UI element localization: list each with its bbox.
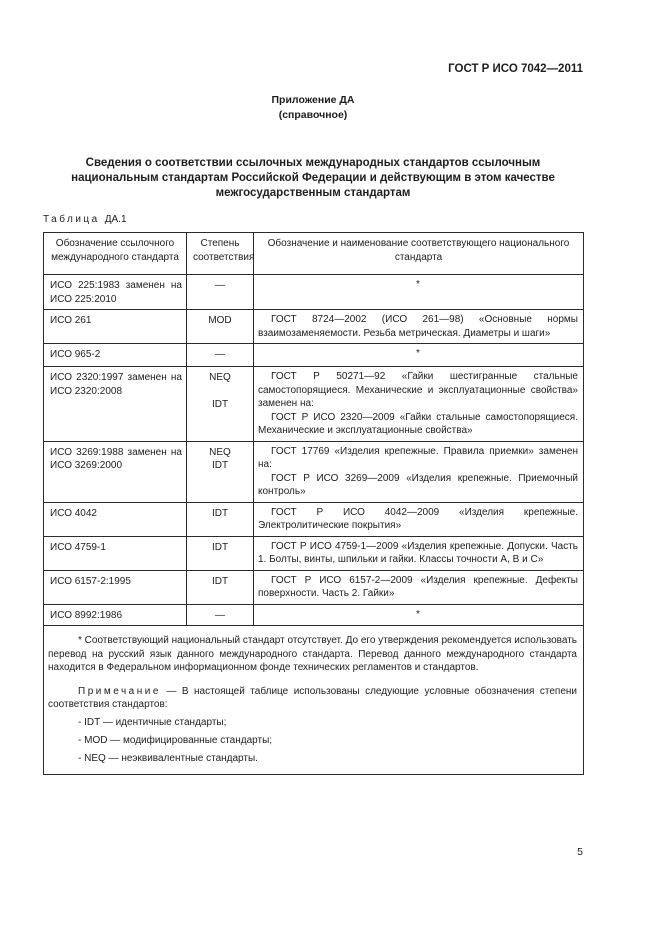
column-header-international-standard: Обозначение ссылочного международного стандарта — [44, 233, 187, 275]
cell-degree: — — [187, 275, 254, 310]
title-line: межгосударственным стандартам — [215, 187, 411, 199]
cell-degree — [187, 441, 254, 502]
table-row — [44, 570, 584, 604]
appendix-heading: Приложение ДА — [271, 94, 355, 106]
table-row — [44, 310, 584, 344]
page-number: 5 — [577, 846, 583, 858]
cell-international-standard: ИСО 2320:1997 заменен на ИСО 2320:2008 — [44, 367, 187, 442]
national-standard-paragraph: ГОСТ Р 50271—92 «Гайки шестигранные стальные самостопорящиеся. Механические и эксплуатационные свойства» заменен на: — [258, 371, 578, 409]
table-row — [44, 604, 584, 626]
title-line: Сведения о соответствии ссылочных международных стандартов ссылочным — [85, 157, 541, 169]
cell-national-standard: * — [254, 344, 584, 367]
national-standard-paragraph: ГОСТ Р ИСО 6157-2—2009 «Изделия крепежные. Дефекты поверхности. Часть 2. Гайки» — [258, 574, 578, 599]
cell-degree: — — [187, 604, 254, 626]
table-row — [44, 536, 584, 570]
table-row — [44, 441, 584, 502]
note-items — [48, 716, 577, 766]
degree-value: NEQ — [209, 446, 231, 458]
cell-degree: MOD — [187, 310, 254, 344]
cell-national-standard — [254, 502, 584, 536]
national-standard-paragraph: ГОСТ 17769 «Изделия крепежные. Правила приемки» заменен на: — [258, 445, 578, 470]
appendix-subheading: (справочное) — [278, 109, 348, 121]
degree-value: IDT — [211, 398, 229, 410]
cell-international-standard: ИСО 4759-1 — [44, 536, 187, 570]
cell-national-standard — [254, 536, 584, 570]
table-footnote-row — [44, 626, 584, 775]
cell-national-standard — [254, 570, 584, 604]
document-title — [43, 156, 583, 201]
cell-international-standard: ИСО 6157-2:1995 — [44, 570, 187, 604]
table-caption-word: Таблица — [43, 214, 100, 225]
cell-national-standard: * — [254, 604, 584, 626]
cell-national-standard — [254, 441, 584, 502]
cell-degree: IDT — [187, 536, 254, 570]
table-caption — [43, 214, 583, 226]
note-item: - NEQ — неэквивалентные стандарты. — [78, 752, 258, 764]
table-row — [44, 275, 584, 310]
note — [48, 685, 577, 712]
title-line: национальным стандартам Российской Федерации и действующим в этом качестве — [71, 172, 555, 184]
cell-international-standard: ИСО 965-2 — [44, 344, 187, 367]
national-standard-paragraph: ГОСТ 8724—2002 (ИСО 261—98) «Основные нормы взаимозаменяемости. Резьба метрическая. Диаметры и шаги» — [258, 314, 578, 339]
cell-degree: — — [187, 344, 254, 367]
note-item: - MOD — модифицированные стандарты; — [78, 734, 273, 746]
note-label: Примечание — [78, 685, 161, 697]
footnote: * Соответствующий национальный стандарт отсутствует. До его утверждения рекомендуется использовать перевод на русский язык данного международного стандарта. Перевод данного международного стандарта находится в Федеральном информационном фонде технических регламентов и стандартов. — [48, 635, 577, 673]
note-item: - IDT — идентичные стандарты; — [78, 716, 227, 728]
cell-international-standard: ИСО 261 — [44, 310, 187, 344]
standards-correspondence-table — [43, 232, 584, 775]
doc-code-header: ГОСТ Р ИСО 7042—2011 — [448, 63, 583, 75]
degree-value: IDT — [211, 460, 229, 471]
national-standard-paragraph: ГОСТ Р ИСО 2320—2009 «Гайки стальные самостопорящиеся. Механические и эксплуатационные свойства» — [258, 411, 578, 436]
cell-national-standard — [254, 367, 584, 442]
note-text: — В настоящей таблице использованы следующие условные обозначения степени соответствия стандартов: — [48, 685, 578, 710]
table-header-row — [44, 233, 584, 275]
degree-value: NEQ — [209, 372, 231, 383]
cell-national-standard: * — [254, 275, 584, 310]
cell-national-standard — [254, 310, 584, 344]
page-content — [43, 0, 583, 775]
table-row — [44, 502, 584, 536]
national-standard-paragraph: ГОСТ Р ИСО 4042—2009 «Изделия крепежные. Электролитические покрытия» — [258, 506, 578, 531]
column-header-degree: Степень соответствия — [187, 233, 254, 275]
cell-degree: IDT — [187, 502, 254, 536]
cell-degree — [187, 367, 254, 442]
national-standard-paragraph: ГОСТ Р ИСО 4759-1—2009 «Изделия крепежные. Допуски. Часть 1. Болты, винты, шпильки и гайки. Классы точности А, В и С» — [258, 540, 578, 565]
cell-international-standard: ИСО 225:1983 заменен на ИСО 225:2010 — [44, 275, 187, 310]
cell-degree: IDT — [187, 570, 254, 604]
national-standard-paragraph: ГОСТ Р ИСО 3269—2009 «Изделия крепежные. Приемочный контроль» — [258, 472, 578, 497]
table-caption-number: ДА.1 — [104, 214, 127, 225]
table-footnote-cell — [44, 626, 584, 775]
cell-international-standard: ИСО 3269:1988 заменен на ИСО 3269:2000 — [44, 441, 187, 502]
table-row — [44, 344, 584, 367]
table-row — [44, 367, 584, 442]
cell-international-standard: ИСО 8992:1986 — [44, 604, 187, 626]
column-header-national-standard: Обозначение и наименование соответствующего национального стандарта — [254, 233, 584, 275]
cell-international-standard: ИСО 4042 — [44, 502, 187, 536]
